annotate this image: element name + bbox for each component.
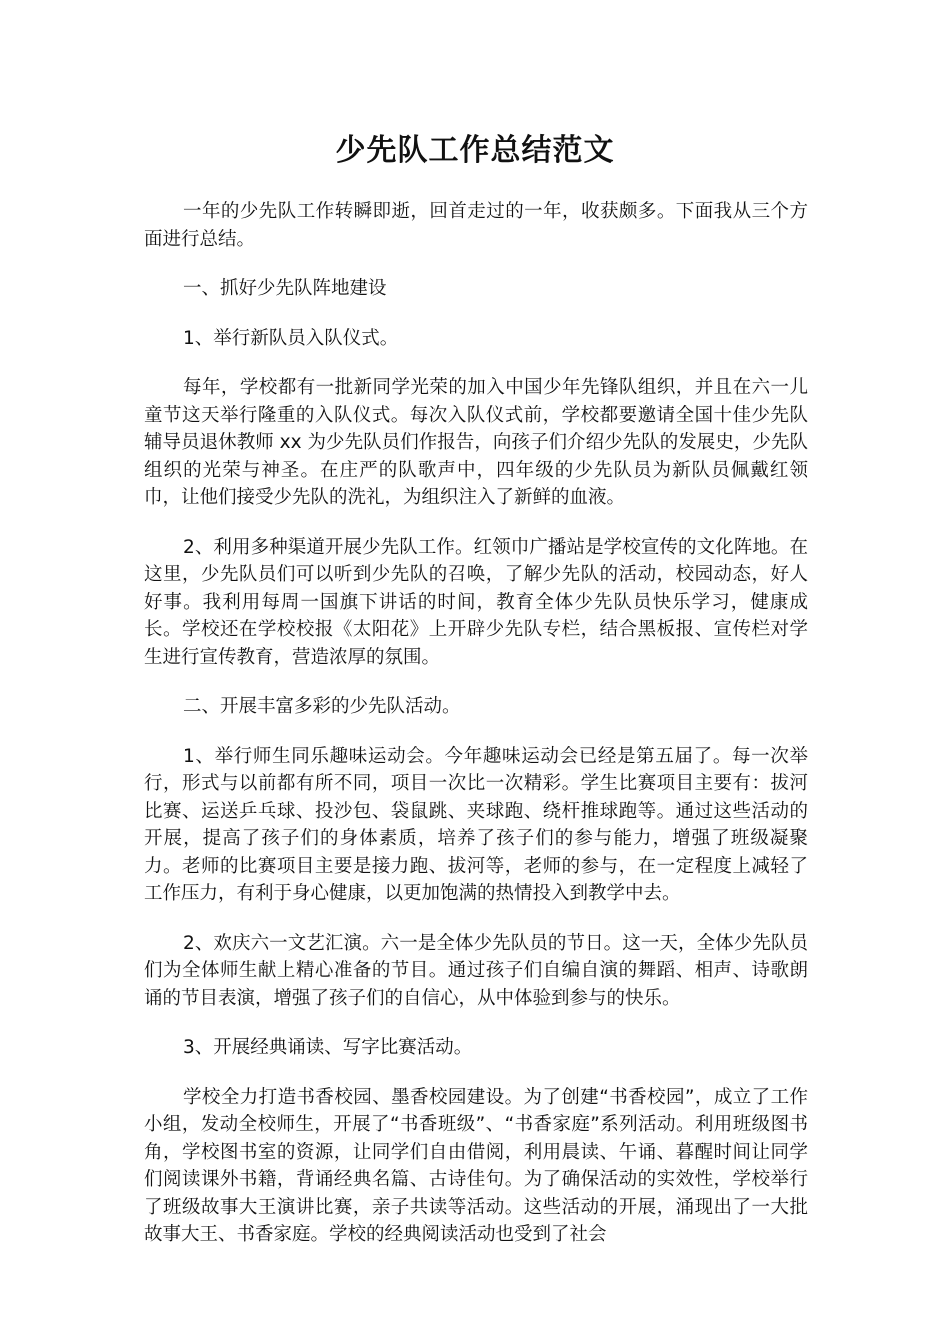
paragraph-childrens-day-show: 2、欢庆六一文艺汇演。六一是全体少先队员的节日。这一天，全体少先队员们为全体师生献上精心准备的节目。通过孩子们自编自演的舞蹈、相声、诗歌朗诵的节目表演，增强了孩子们的自信心，从中体验到参与的快乐。 bbox=[144, 932, 808, 1009]
section-heading-2: 二、开展丰富多彩的少先队活动。 bbox=[183, 696, 461, 717]
paragraph-induction-ceremony: 每年，学校都有一批新同学光荣的加入中国少年先锋队组织，并且在六一儿童节这天举行隆重的入队仪式。每次入队仪式前，学校都要邀请全国十佳少先队辅导员退休教师 xx 为少先队员们作报告，向孩子们介绍少先队的发展史，少先队组织的光荣与神圣。在庄严的队歌声中，四年级的少先队员为新队员佩戴红领巾，让他们接受少先队的洗礼，为组织注入了新鲜的血液。 bbox=[144, 377, 808, 508]
intro-paragraph: 一年的少先队工作转瞬即逝，回首走过的一年，收获颇多。下面我从三个方面进行总结。 bbox=[144, 201, 808, 250]
document-body bbox=[144, 198, 808, 1271]
paragraph-multiple-channels: 2、利用多种渠道开展少先队工作。红领巾广播站是学校宣传的文化阵地。在这里，少先队员们可以听到少先队的召唤，了解少先队的活动，校园动态，好人好事。我利用每周一国旗下讲话的时间，教育全体少先队员快乐学习，健康成长。学校还在学校校报《太阳花》上开辟少先队专栏，结合黑板报、宣传栏对学生进行宣传教育，营造浓厚的氛围。 bbox=[144, 536, 808, 668]
subsection-heading-2-3: 3、开展经典诵读、写字比赛活动。 bbox=[183, 1037, 473, 1058]
section-heading-1: 一、抓好少先队阵地建设 bbox=[183, 278, 387, 299]
paragraph-sports-meet: 1、举行师生同乐趣味运动会。今年趣味运动会已经是第五届了。每一次举行，形式与以前都有所不同，项目一次比一次精彩。学生比赛项目主要有：拔河比赛、运送乒乓球、投沙包、袋鼠跳、夹球跑、绕杆推球跑等。通过这些活动的开展，提高了孩子们的身体素质，培养了孩子们的参与能力，增强了班级凝聚力。老师的比赛项目主要是接力跑、拔河等，老师的参与，在一定程度上减轻了工作压力，有利于身心健康，以更加饱满的热情投入到教学中去。 bbox=[144, 745, 808, 904]
paragraph-reading-campus: 学校全力打造书香校园、墨香校园建设。为了创建“书香校园”，成立了工作小组，发动全校师生，开展了“书香班级”、“书香家庭”系列活动。利用班级图书角，学校图书室的资源，让同学们自由借阅，利用晨读、午诵、暮醒时间让同学们阅读课外书籍，背诵经典名篇、古诗佳句。为了确保活动的实效性，学校举行了班级故事大王演讲比赛，亲子共读等活动。这些活动的开展，涌现出了一大批故事大王、书香家庭。学校的经典阅读活动也受到了社会 bbox=[144, 1086, 808, 1245]
subsection-heading-1-1: 1、举行新队员入队仪式。 bbox=[183, 327, 399, 349]
document-title: 少先队工作总结范文 bbox=[335, 133, 615, 168]
